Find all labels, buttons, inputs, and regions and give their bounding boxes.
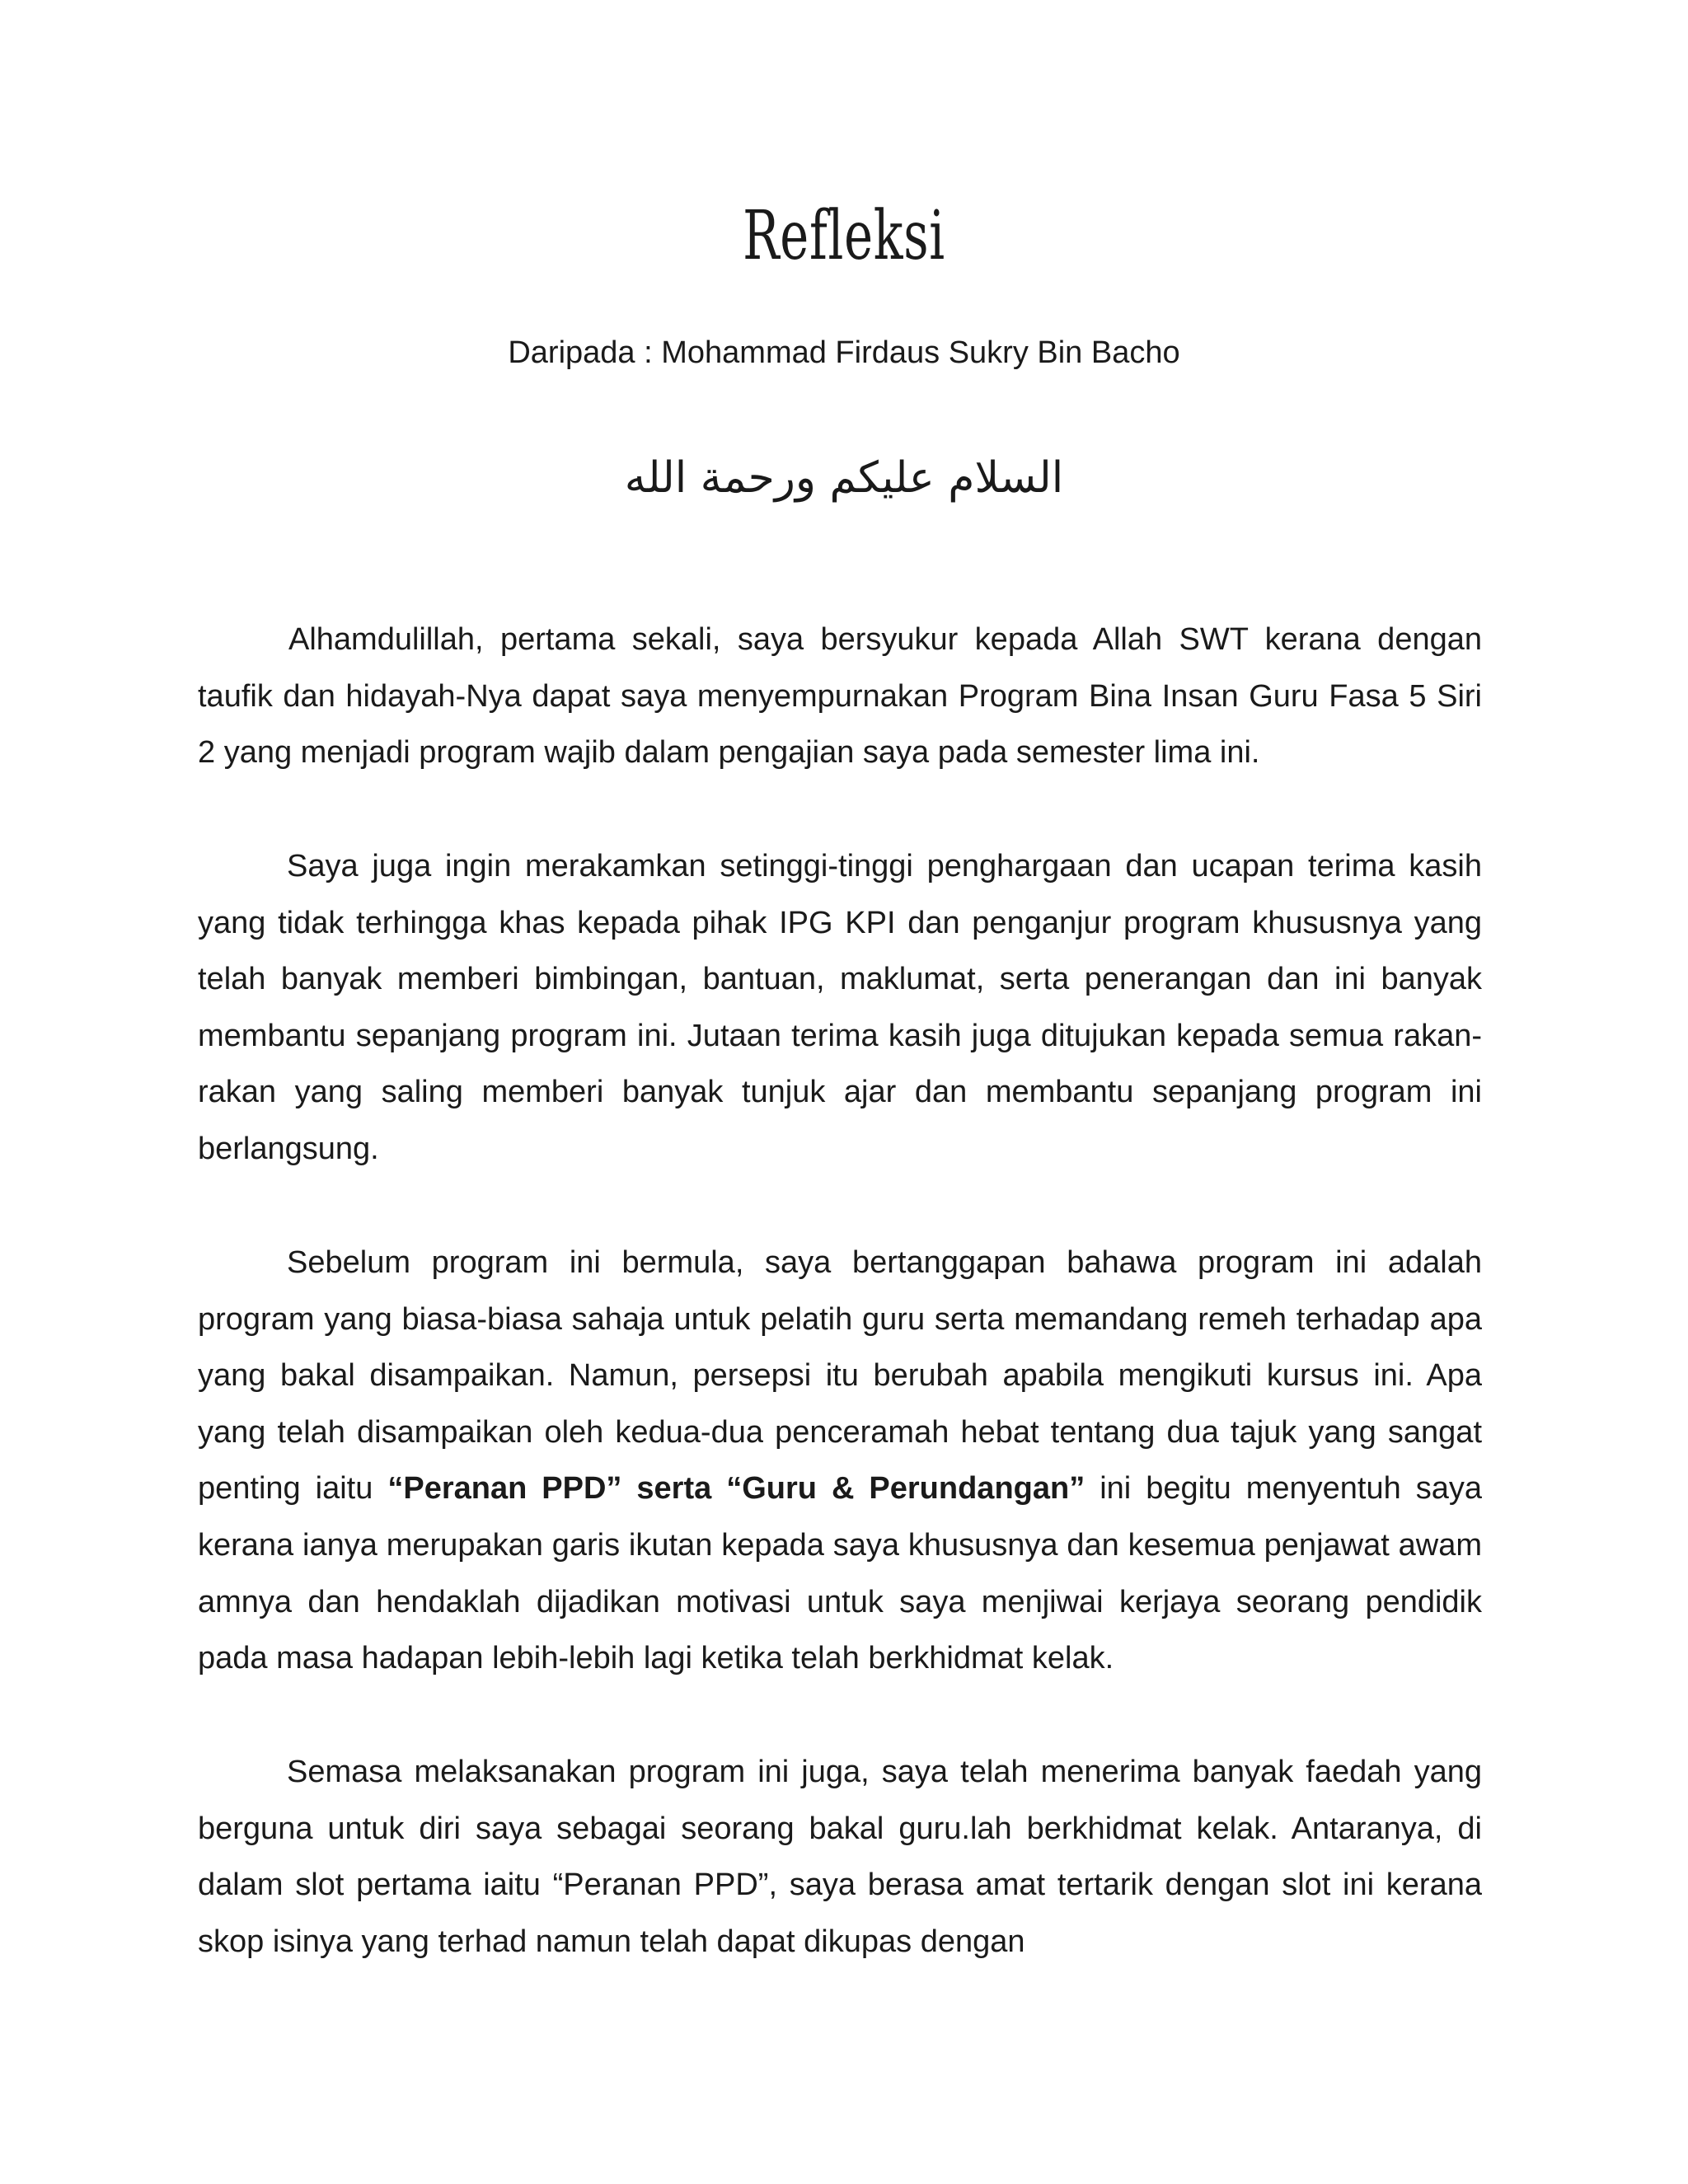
arabic-greeting: السلام عليكم ورحمة الله — [624, 453, 1064, 503]
paragraph-1-text: Alhamdulillah, pertama sekali, saya bersyukur kepada Allah SWT kerana dengan taufik dan hidayah-Nya dapat saya menyempurnakan Program Bina Insan Guru Fasa 5 Siri 2 yang menjadi program wajib dalam pengajian saya pada semester lima ini. — [198, 622, 1482, 771]
paragraph-1 — [198, 612, 1482, 781]
paragraph-2 — [198, 838, 1482, 1178]
paragraph-3-text-start: Sebelum program ini bermula, saya bertanggapan bahawa program ini adalah program yang biasa-biasa sahaja untuk pelatih guru serta memandang remeh terhadap apa yang bakal disampaikan. Namun, persepsi itu berubah apabila mengikuti kursus ini. Apa yang telah disampaikan oleh kedua-dua penceramah hebat tentang dua tajuk yang sangat penting iaitu — [198, 1245, 1482, 1507]
paragraph-3 — [198, 1235, 1482, 1687]
paragraph-3-bold-topics: “Peranan PPD” serta “Guru & Perundangan” — [387, 1471, 1085, 1507]
paragraph-2-text: Saya juga ingin merakamkan setinggi-tinggi penghargaan dan ucapan terima kasih yang tidak terhingga khas kepada pihak IPG KPI dan penganjur program khususnya yang telah banyak memberi bimbingan, bantuan, maklumat, serta penerangan dan ini banyak membantu sepanjang program ini. Jutaan terima kasih juga ditujukan kepada semua rakan-rakan yang saling memberi banyak tunjuk ajar dan membantu sepanjang program ini berlangsung. — [198, 849, 1482, 1166]
paragraph-4 — [198, 1744, 1482, 1970]
paragraph-4-text: Semasa melaksanakan program ini juga, saya telah menerima banyak faedah yang berguna untuk diri saya sebagai seorang bakal guru.lah berkhidmat kelak. Antaranya, di dalam slot pertama iaitu “Peranan PPD”, saya berasa amat tertarik dengan slot ini kerana skop isinya yang terhad namun telah dapat dikupas dengan — [198, 1755, 1482, 1959]
paragraph-3-text-end: ini begitu menyentuh saya kerana ianya merupakan garis ikutan kepada saya khususnya dan kesemua penjawat awam amnya dan hendaklah dijadikan motivasi untuk saya menjiwai kerjaya seorang pendidik pada masa hadapan lebih-lebih lagi ketika telah berkhidmat kelak. — [198, 1471, 1482, 1676]
document-title: Refleksi — [743, 197, 945, 275]
author-line: Daripada : Mohammad Firdaus Sukry Bin Bacho — [508, 335, 1180, 370]
